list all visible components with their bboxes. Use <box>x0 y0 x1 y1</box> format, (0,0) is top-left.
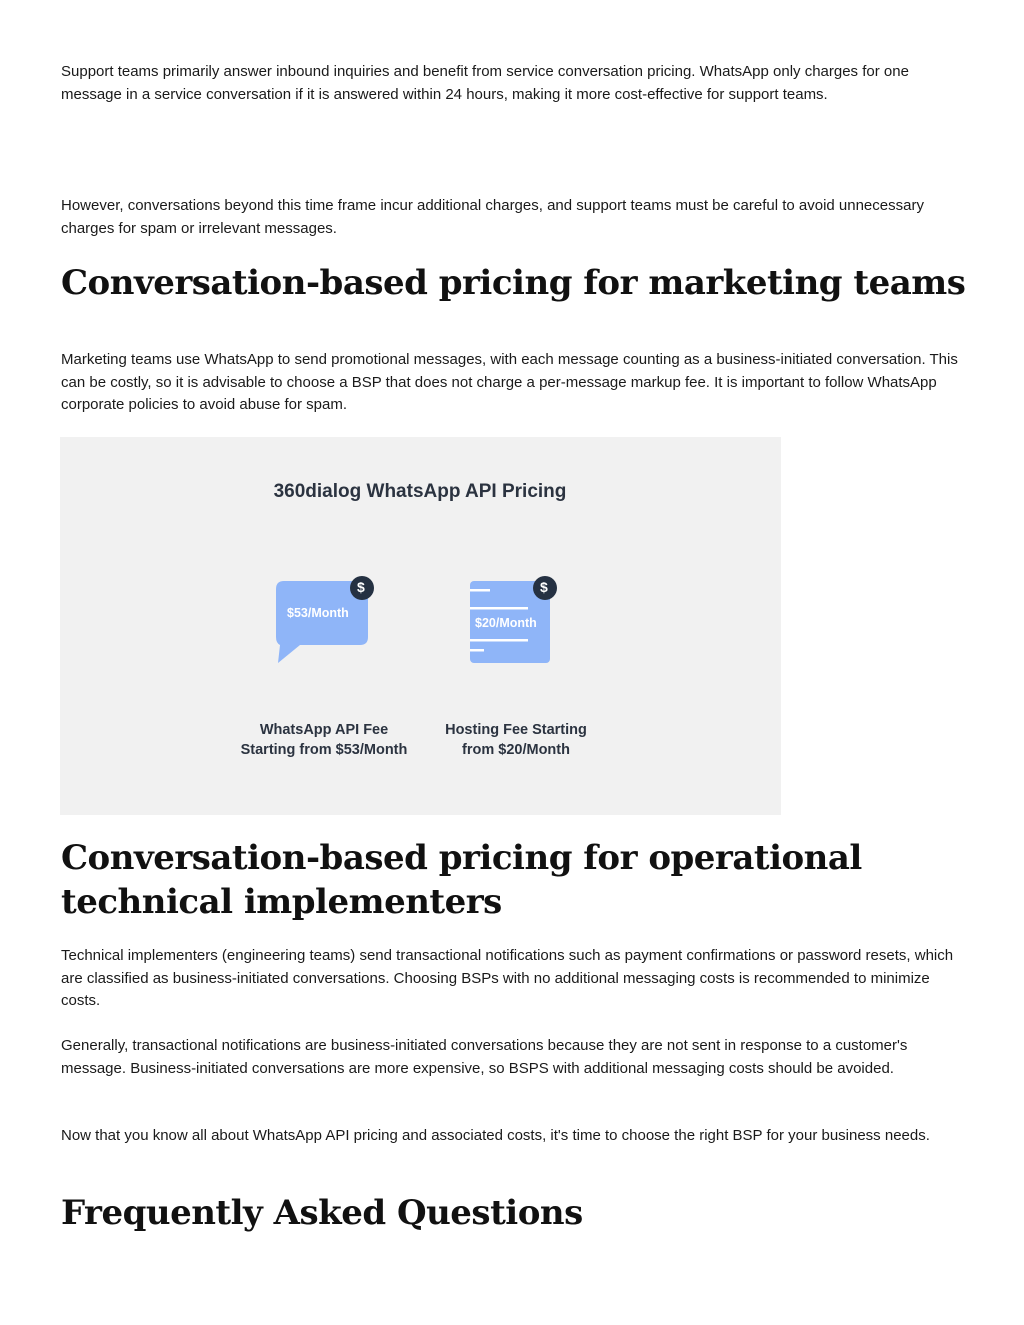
heading-marketing-teams: Conversation-based pricing for marketing teams <box>61 263 966 303</box>
intro-paragraph: Support teams primarily answer inbound inquiries and benefit from service conversation pricing. WhatsApp only charges for one message in a service conversation if it is answered within 24 hours, making it more cost-effective for support teams. <box>61 63 909 103</box>
dollar-badge-symbol: $ <box>357 579 365 595</box>
paragraph-technical: Technical implementers (engineering teams) send transactional notifications such as payment confirmations or password resets, which are classified as business-initiated conversations. Choosing BSPs with no additional messaging costs is recommended to minimize costs. <box>61 947 954 1009</box>
api-fee-label <box>220 721 428 760</box>
hosting-fee-label <box>430 721 602 760</box>
hosting-fee-chip: $20/Month <box>475 616 537 630</box>
paragraph-transactional: Generally, transactional notifications are business-initiated conversations because they are not sent in response to a customer's message. Business-initiated conversations are more expensive, so BSPS with additional messaging costs should be avoided. <box>61 1037 908 1077</box>
heading-faq: Frequently Asked Questions <box>61 1193 583 1233</box>
dollar-badge-symbol: $ <box>540 579 548 595</box>
paragraph-extra-charges: However, conversations beyond this time frame incur additional charges, and support teams must be careful to avoid unnecessary charges for spam or irrelevant messages. <box>61 197 924 237</box>
paragraph-marketing: Marketing teams use WhatsApp to send promotional messages, with each message counting as a business-initiated conversation. This can be costly, so it is advisable to choose a BSP that does not charge a per-message markup fee. It is important to follow WhatsApp corporate policies to avoid abuse for spam. <box>61 351 958 413</box>
api-fee-label-line2: Starting from $53/Month <box>240 741 408 758</box>
hosting-fee-label-line2: from $20/Month <box>462 741 570 758</box>
figure-title: 360dialog WhatsApp API Pricing <box>273 481 567 502</box>
paragraph-choose-bsp: Now that you know all about WhatsApp API pricing and associated costs, it's time to choose the right BSP for your business needs. <box>61 1127 930 1144</box>
api-fee-label-line1: WhatsApp API Fee <box>259 722 389 738</box>
heading-technical-implementers: Conversation-based pricing for operational technical implementers <box>61 838 862 922</box>
hosting-fee-label-line1: Hosting Fee Starting <box>445 722 587 738</box>
pricing-figure <box>60 437 781 815</box>
api-fee-chip: $53/Month <box>287 606 349 620</box>
